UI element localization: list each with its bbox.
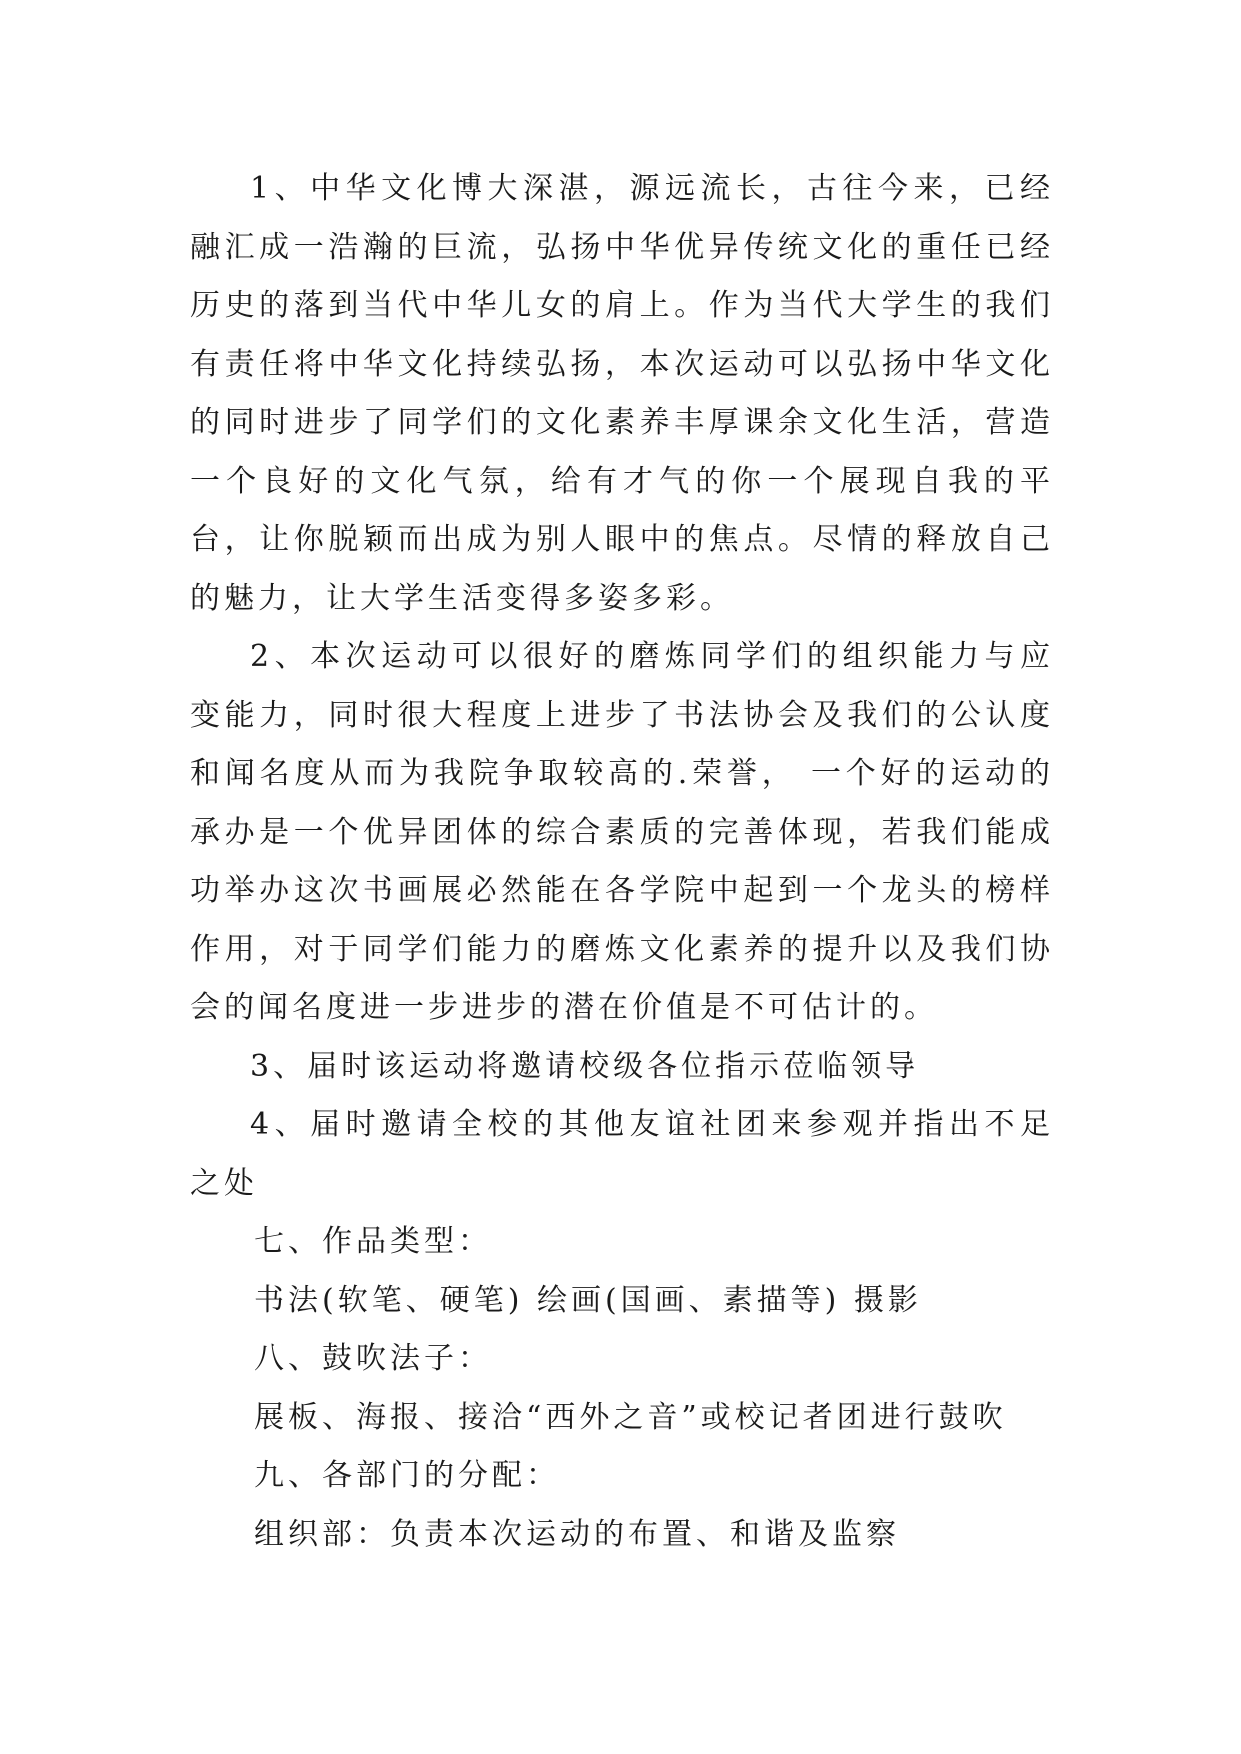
paragraph-2: 2、本次运动可以很好的磨炼同学们的组织能力与应变能力，同时很大程度上进步了书法协会及我们的公认度和闻名度从而为我院争取较高的.荣誉， 一个好的运动的承办是一个优异团体的综合素质的完善体现，若我们能成功举办这次书画展必然能在各学院中起到一个龙头的榜样作用，对于同学们能力的磨炼文化素养的提升以及我们协会的闻名度进一步进步的潜在价值是不可估计的。 <box>190 639 1054 1025</box>
section-heading-departments: 九、各部门的分配： <box>254 1458 560 1493</box>
paragraph-4: 4、届时邀请全校的其他友谊社团来参观并指出不足之处 <box>190 1107 1054 1201</box>
paragraph-3: 3、届时该运动将邀请校级各位指示莅临领导 <box>250 1048 920 1084</box>
section-body-promotion: 展板、海报、接洽“西外之音”或校记者团进行鼓吹 <box>254 1399 1007 1435</box>
paragraph-1: 1、中华文化博大深湛，源远流长，古往今来，已经融汇成一浩瀚的巨流，弘扬中华优异传统文化的重任已经历史的落到当代中华儿女的肩上。作为当代大学生的我们有责任将中华文化持续弘扬，本次运动可以弘扬中华文化的同时进步了同学们的文化素养丰厚课余文化生活，营造一个良好的文化气氛，给有才气的你一个展现自我的平台，让你脱颖而出成为别人眼中的焦点。尽情的释放自己的魅力，让大学生活变得多姿多彩。 <box>190 171 1054 616</box>
section-body-works-type: 书法(软笔、硬笔) 绘画(国画、素描等) 摄影 <box>254 1282 922 1318</box>
section-heading-promotion: 八、鼓吹法子： <box>254 1341 492 1376</box>
section-heading-works-type: 七、作品类型： <box>254 1224 492 1259</box>
document-body <box>190 160 1054 1564</box>
section-body-departments: 组织部：负责本次运动的布置、和谐及监察 <box>254 1516 900 1552</box>
